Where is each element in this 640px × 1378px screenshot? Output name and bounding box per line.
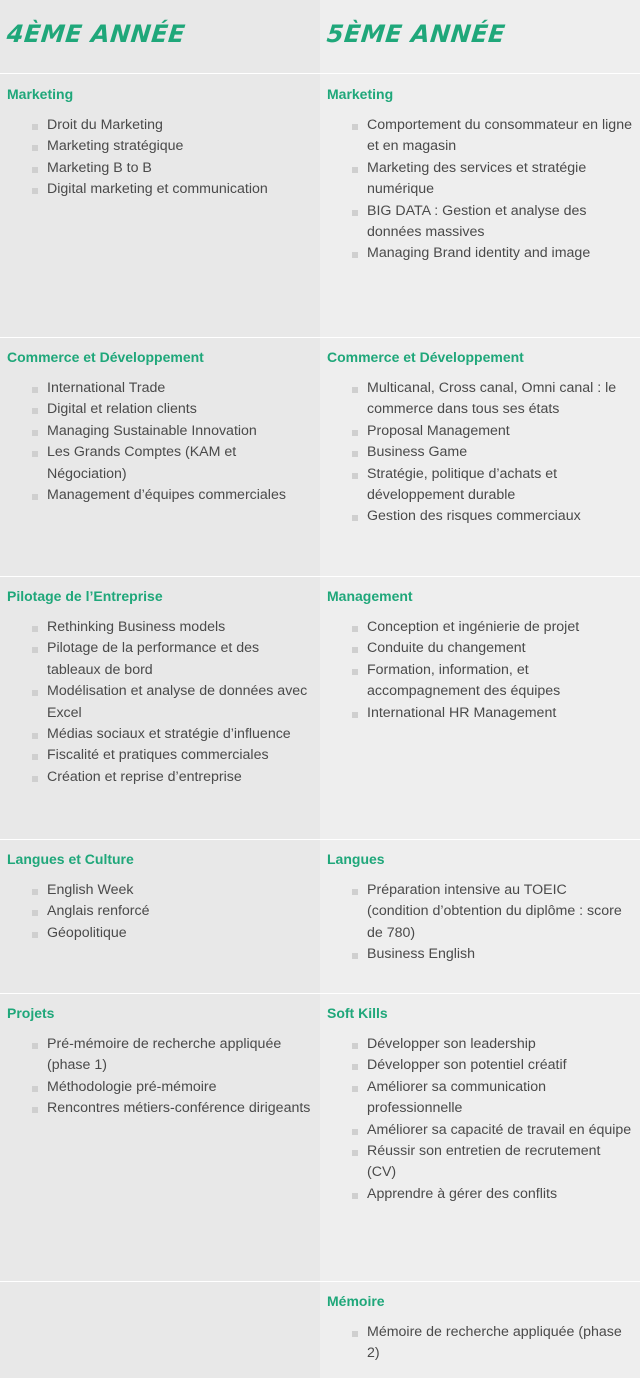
course-item: Business English	[367, 944, 632, 965]
header-4th-year	[0, 0, 320, 74]
row-divider	[0, 993, 640, 994]
course-item: Stratégie, politique d’achats et développement durable	[367, 464, 632, 507]
course-item: BIG DATA : Gestion et analyse des données massives	[367, 201, 632, 244]
course-list	[367, 880, 632, 966]
course-item: Marketing des services et stratégie numérique	[367, 158, 632, 201]
course-item: Création et reprise d’entreprise	[47, 767, 312, 788]
module-title: Marketing	[7, 86, 74, 102]
course-item: Développer son potentiel créatif	[367, 1055, 632, 1076]
course-list	[47, 617, 312, 788]
course-item: Médias sociaux et stratégie d’influence	[47, 724, 312, 745]
row-divider	[0, 839, 640, 840]
year-title: 5ÈME ANNÉE	[325, 20, 507, 48]
course-item: Rethinking Business models	[47, 617, 312, 638]
course-item: Comportement du consommateur en ligne et en magasin	[367, 115, 632, 158]
course-item: Rencontres métiers-conférence dirigeants	[47, 1098, 312, 1119]
module-title: Soft Kills	[327, 1005, 388, 1021]
course-item: Améliorer sa capacité de travail en équipe	[367, 1120, 632, 1141]
course-item: Management d’équipes commerciales	[47, 485, 312, 506]
course-item: English Week	[47, 880, 312, 901]
course-item: Digital et relation clients	[47, 399, 312, 420]
course-item: Anglais renforcé	[47, 901, 312, 922]
course-list	[367, 378, 632, 528]
course-item: Business Game	[367, 442, 632, 463]
course-item: Méthodologie pré-mémoire	[47, 1077, 312, 1098]
module-title: Mémoire	[327, 1293, 385, 1309]
course-item: Gestion des risques commerciaux	[367, 506, 632, 527]
module-title: Projets	[7, 1005, 55, 1021]
row-divider	[0, 576, 640, 577]
course-item: Managing Sustainable Innovation	[47, 421, 312, 442]
row-divider	[0, 1281, 640, 1282]
course-item: Améliorer sa communication professionnelle	[367, 1077, 632, 1120]
course-item: Conduite du changement	[367, 638, 632, 659]
course-list	[367, 115, 632, 265]
module-title: Commerce et Développement	[7, 349, 204, 365]
course-item: Proposal Management	[367, 421, 632, 442]
module-title: Marketing	[327, 86, 394, 102]
course-list	[47, 1034, 312, 1120]
course-list	[367, 617, 632, 724]
course-item: Conception et ingénierie de projet	[367, 617, 632, 638]
course-item: International Trade	[47, 378, 312, 399]
module-title: Pilotage de l’Entreprise	[7, 588, 163, 604]
course-item: Fiscalité et pratiques commerciales	[47, 745, 312, 766]
course-item: Marketing B to B	[47, 158, 312, 179]
course-item: Droit du Marketing	[47, 115, 312, 136]
module-title: Commerce et Développement	[327, 349, 524, 365]
course-list	[367, 1034, 632, 1205]
course-item: International HR Management	[367, 703, 632, 724]
course-item: Apprendre à gérer des conflits	[367, 1184, 632, 1205]
course-list	[47, 378, 312, 506]
course-item: Préparation intensive au TOEIC (condition d’obtention du diplôme : score de 780)	[367, 880, 632, 944]
module-title: Langues	[327, 851, 385, 867]
year-title: 4ÈME ANNÉE	[5, 20, 187, 48]
module-title: Langues et Culture	[7, 851, 134, 867]
course-item: Formation, information, et accompagnement des équipes	[367, 660, 632, 703]
course-list	[47, 880, 312, 944]
course-item: Managing Brand identity and image	[367, 243, 632, 264]
course-list	[47, 115, 312, 201]
course-item: Digital marketing et communication	[47, 179, 312, 200]
module-title: Management	[327, 588, 413, 604]
course-item: Développer son leadership	[367, 1034, 632, 1055]
course-item: Marketing stratégique	[47, 136, 312, 157]
course-item: Les Grands Comptes (KAM et Négociation)	[47, 442, 312, 485]
course-item: Géopolitique	[47, 923, 312, 944]
course-item: Modélisation et analyse de données avec Excel	[47, 681, 312, 724]
row-divider	[0, 337, 640, 338]
course-item: Pré-mémoire de recherche appliquée (phase 1)	[47, 1034, 312, 1077]
course-item: Mémoire de recherche appliquée (phase 2)	[367, 1322, 632, 1365]
course-list	[367, 1322, 632, 1365]
course-item: Multicanal, Cross canal, Omni canal : le commerce dans tous ses états	[367, 378, 632, 421]
header-5th-year	[320, 0, 640, 74]
course-item: Pilotage de la performance et des tableaux de bord	[47, 638, 312, 681]
course-item: Réussir son entretien de recrutement (CV)	[367, 1141, 632, 1184]
